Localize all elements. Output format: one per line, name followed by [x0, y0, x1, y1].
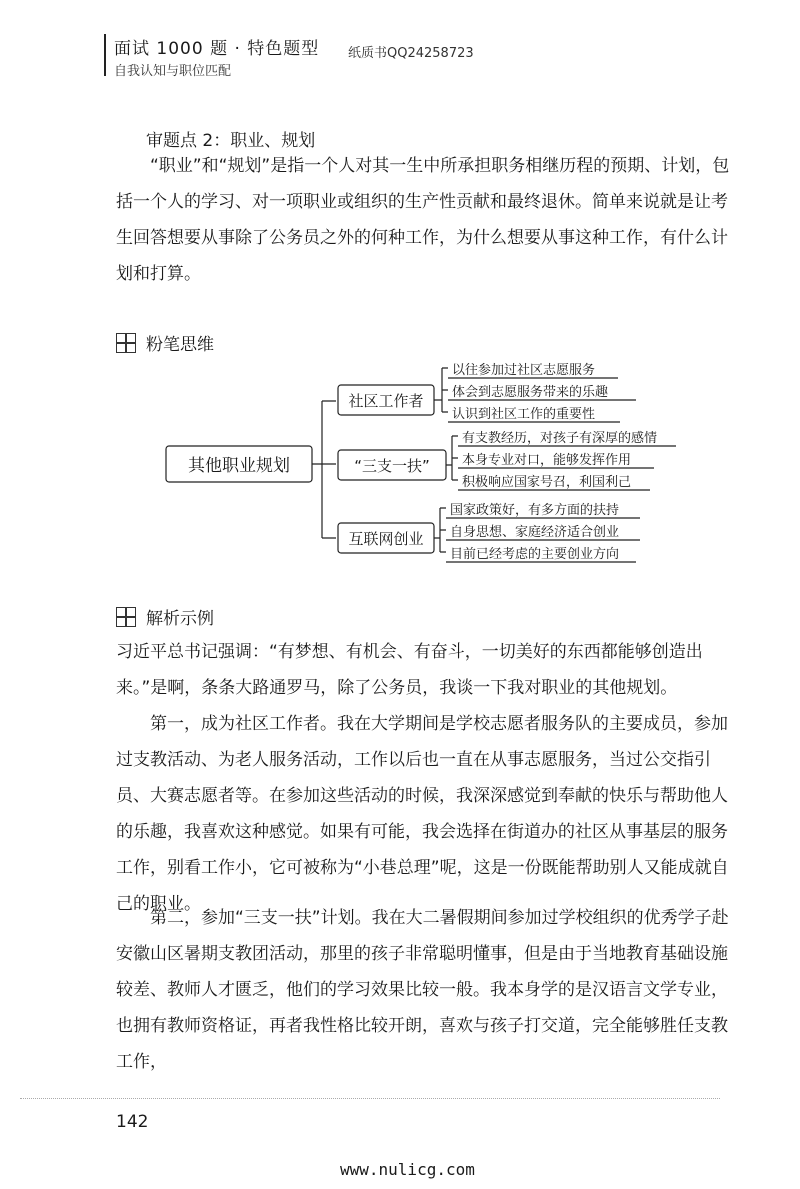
example-paragraph-2: 第一，成为社区工作者。我在大学期间是学校志愿者服务队的主要成员，参加过支教活动、为老人服务活动，工作以后也一直在从事志愿服务，当过公交指引员、大赛志愿者等。在参加这些活动的时候，我深深感觉到奉献的快乐与帮助他人的乐趣，我喜欢这种感觉。如果有可能，我会选择在街道办的社区从事基层的服务工作，别看工作小，它可被称为“小巷总理”呢，这是一份既能帮助别人又能成就自己的职业。 [116, 714, 729, 914]
leaf-text: 自身思想、家庭经济适合创业 [450, 525, 620, 540]
branch-label-three-supports: “三支一扶” [354, 457, 430, 475]
analysis-section-icon [116, 607, 136, 627]
leaf-text: 本身专业对口，能够发挥作用 [462, 453, 632, 468]
leaf-connector-3 [434, 508, 446, 552]
header-divider [104, 34, 106, 76]
page-number: 142 [116, 1112, 149, 1132]
intro-paragraph: “职业”和“规划”是指一个人对其一生中所承担职务相继历程的预期、计划，包括一个人的学习、对一项职业或组织的生产性贡献和最终退休。简单来说就是让考生回答想要从事除了公务员之外的何种工作，为什么想要从事这种工作，有什么计划和打算。 [116, 156, 730, 284]
thinking-section-icon [116, 333, 136, 353]
example-paragraph-1: 习近平总书记强调：“有梦想、有机会、有奋斗，一切美好的东西都能够创造出来。”是啊，条条大路通罗马，除了公务员，我谈一下我对职业的其他规划。 [116, 642, 703, 698]
chapter-subtitle: 自我认知与职位匹配 [114, 64, 232, 79]
site-watermark: www.nulicg.com [340, 1160, 475, 1179]
section-title-thinking: 粉笔思维 [146, 335, 214, 355]
mind-map-root-label: 其他职业规划 [188, 456, 290, 476]
branch-label-internet: 互联网创业 [348, 530, 424, 548]
example-paragraph-3: 第二，参加“三支一扶”计划。我在大二暑假期间参加过学校组织的优秀学子赴安徽山区暑期支教团活动，那里的孩子非常聪明懂事，但是由于当地教育基础设施较差、教师人才匮乏，他们的学习效果比较一般。我本身学的是汉语言文学专业，也拥有教师资格证，再者我性格比较开朗，喜欢与孩子打交道，完全能够胜任支教工作， [116, 908, 729, 1072]
leaf-text: 以往参加过社区志愿服务 [452, 363, 596, 378]
leaf-connector-1 [434, 368, 448, 412]
footer-divider [20, 1098, 720, 1099]
leaf-text: 有支教经历，对孩子有深厚的感情 [462, 431, 658, 446]
leaf-text: 国家政策好，有多方面的扶持 [450, 503, 620, 518]
mind-map [0, 355, 800, 565]
header-note: 纸质书QQ24258723 [348, 46, 474, 61]
leaf-text: 目前已经考虑的主要创业方向 [450, 547, 620, 562]
section-title-analysis: 解析示例 [146, 609, 214, 629]
leaf-text: 积极响应国家号召，利国利己 [462, 475, 632, 490]
section-title-exam-point: 审题点 2：职业、规划 [146, 131, 316, 151]
leaf-text: 体会到志愿服务带来的乐趣 [452, 385, 609, 400]
leaf-text: 认识到社区工作的重要性 [452, 407, 596, 422]
book-title: 面试 1000 题 · 特色题型 [114, 39, 320, 59]
root-connector [312, 401, 336, 538]
branch-label-community: 社区工作者 [348, 392, 424, 410]
leaf-connector-2 [446, 436, 458, 480]
